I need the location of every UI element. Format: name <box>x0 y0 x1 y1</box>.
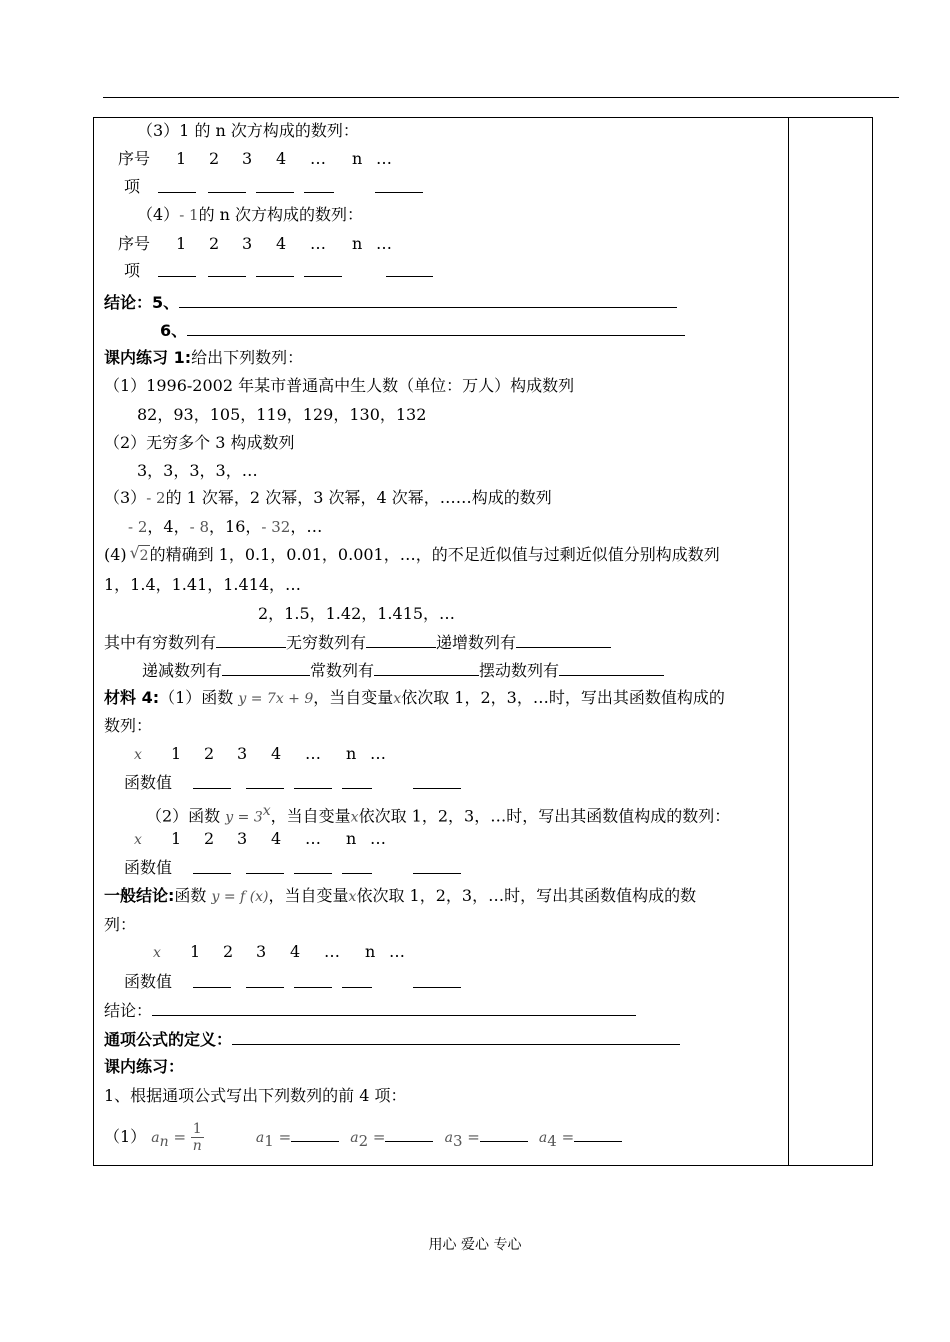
general-suffix: 依次取 1，2，3，…时，写出其函数值构成的数 <box>356 886 697 905</box>
variable-x: x <box>350 809 359 826</box>
general-conclusion-line <box>104 1000 636 1021</box>
blank[interactable] <box>304 261 342 277</box>
seq-term: - 32 <box>261 518 291 536</box>
practice-1-q4-seq2: 2，1.5，1.42，1.415，… <box>258 604 456 623</box>
practice-1-q2-seq: 3，3，3，3，… <box>137 461 258 480</box>
x-value: n <box>365 942 376 961</box>
blank[interactable] <box>208 261 246 277</box>
material-4-fval-row-1 <box>124 773 172 793</box>
practice-2-item-1: （1） $a_n$ = $\frac{1}{n}$ $a_1 = a_2 = a_3 = a_4$ = <box>104 1120 622 1159</box>
general-prefix: 函数 <box>174 886 207 905</box>
q3-minus-two: - 2 <box>146 489 166 507</box>
blank[interactable] <box>193 858 231 874</box>
general-wrap: 列： <box>104 915 137 934</box>
index-value: n <box>352 149 363 168</box>
fval-label: 函数值 <box>124 972 173 991</box>
a1-blank[interactable] <box>291 1126 339 1142</box>
blank[interactable] <box>413 773 461 789</box>
blank[interactable] <box>222 660 310 676</box>
material-4-x-row-1 <box>134 744 386 765</box>
exponential-function: y = 3 <box>225 809 263 826</box>
section-3-title: （3）1 的 n 次方构成的数列： <box>137 121 359 140</box>
x-value: 3 <box>256 942 267 961</box>
seq-term: 4 <box>163 517 174 536</box>
seq-term: - 2 <box>128 518 148 536</box>
blank[interactable] <box>386 261 433 277</box>
material-4-p1 <box>104 688 725 709</box>
blank[interactable] <box>374 660 479 676</box>
x-label: x <box>134 832 142 848</box>
x-value: 2 <box>223 942 234 961</box>
material-4-fval-row-2 <box>124 858 172 878</box>
p1-prefix: （1）函数 <box>159 688 234 707</box>
blank[interactable] <box>366 632 436 648</box>
term-index: 4 <box>547 1132 557 1151</box>
section-3-index-row <box>118 149 392 169</box>
blank[interactable] <box>516 632 611 648</box>
index-value: 2 <box>209 149 220 168</box>
conclusion-blank[interactable] <box>152 1000 636 1016</box>
table-column-divider <box>788 118 789 1165</box>
seq-term: - 8 <box>189 518 209 536</box>
blank[interactable] <box>559 660 664 676</box>
x-value: … <box>370 829 386 848</box>
blank[interactable] <box>246 858 284 874</box>
practice-1-q1: （1）1996-2002 年某市普通高中生人数（单位：万人）构成数列 <box>104 376 575 395</box>
blank[interactable] <box>294 972 332 988</box>
practice-1-q2: （2）无穷多个 3 构成数列 <box>104 433 295 452</box>
frac-numerator: 1 <box>192 1121 202 1137</box>
a-n-subscript: n <box>159 1134 169 1151</box>
blank[interactable] <box>246 972 284 988</box>
practice-2-q1: 1、根据通项公式写出下列数列的前 4 项： <box>104 1086 407 1105</box>
practice-1-label: 课内练习 1: <box>104 348 192 367</box>
index-value: 3 <box>242 149 253 168</box>
page-footer: 用心 爱心 专心 <box>428 1237 522 1253</box>
x-value: 4 <box>271 744 282 763</box>
x-value: 1 <box>171 829 182 848</box>
term-label: 项 <box>124 177 141 196</box>
p2-suffix: 依次取 1，2，3，…时，写出其函数值构成的数列： <box>358 806 731 826</box>
blank[interactable] <box>256 177 294 193</box>
x-value: 2 <box>204 829 215 848</box>
header-rule <box>103 97 899 98</box>
p1-suffix: 依次取 1，2，3，…时，写出其函数值构成的 <box>401 688 725 707</box>
variable-x: x <box>348 889 357 905</box>
q3-prefix: （3） <box>104 488 147 507</box>
material-4-x-row-2 <box>134 829 386 850</box>
index-value: 4 <box>276 149 287 168</box>
section-4-index-row <box>118 234 392 254</box>
blank[interactable] <box>413 972 461 988</box>
q4-text: 的精确到 1，0.1，0.01，0.001，…，的不足近似值与过剩近似值分别构成数列 <box>149 545 720 564</box>
constant-label: 常数列有 <box>310 661 375 680</box>
conclusion-5 <box>104 292 677 313</box>
conclusion-6-label: 6、 <box>160 321 188 340</box>
blank[interactable] <box>413 858 461 874</box>
sqrt-two: √ 2 <box>139 545 150 566</box>
blank[interactable] <box>158 261 196 277</box>
index-value: 1 <box>176 149 187 168</box>
conclusion-6-blank[interactable] <box>187 320 685 336</box>
blank[interactable] <box>375 177 423 193</box>
formula-definition <box>104 1029 680 1050</box>
formula-def-blank[interactable] <box>232 1029 680 1045</box>
q3-text: 的 1 次幂，2 次幂，3 次幂，4 次幂，……构成的数列 <box>165 488 552 507</box>
general-mid: ，当自变量 <box>268 886 349 905</box>
practice-1-q4 <box>104 545 720 566</box>
seq-term: … <box>306 517 323 536</box>
x-value: … <box>389 942 405 961</box>
index-value: 2 <box>209 234 220 253</box>
increasing-label: 递增数列有 <box>436 633 517 652</box>
index-value: n <box>352 234 363 253</box>
blank[interactable] <box>342 858 372 874</box>
blank[interactable] <box>216 632 286 648</box>
exponent: x <box>262 803 271 819</box>
material-4-label: 材料 4: <box>104 688 160 707</box>
term-index: 2 <box>358 1132 369 1151</box>
a3-blank[interactable] <box>480 1126 528 1142</box>
blank[interactable] <box>208 177 246 193</box>
p2-mid: ，当自变量 <box>270 806 351 826</box>
blank[interactable] <box>158 177 196 193</box>
p1-mid: ，当自变量 <box>313 688 394 707</box>
term-label: 项 <box>124 261 141 280</box>
general-conclusion <box>104 886 696 907</box>
item-label: （1） <box>104 1127 147 1146</box>
practice-2-heading: 课内练习： <box>104 1057 185 1076</box>
classification-row-2 <box>142 660 664 681</box>
index-value: … <box>376 149 392 168</box>
blank[interactable] <box>256 261 294 277</box>
q4-prefix: (4) <box>104 545 127 564</box>
blank[interactable] <box>294 773 332 789</box>
x-value: 1 <box>190 942 201 961</box>
conclusion-label: 结论： <box>104 1001 153 1020</box>
one-over-n <box>191 1121 204 1154</box>
index-value: 4 <box>276 234 287 253</box>
variable-x: x <box>393 691 402 707</box>
practice-1-q1-seq: 82，93，105，119，129，130，132 <box>137 405 427 424</box>
x-value: 2 <box>204 744 215 763</box>
general-x-row <box>153 942 405 963</box>
term-index: 1 <box>264 1132 274 1151</box>
x-value: … <box>370 744 386 763</box>
section-4-term-row <box>124 261 140 281</box>
a2-blank[interactable] <box>385 1126 433 1142</box>
section-4-title <box>137 205 363 225</box>
minus-one: - 1 <box>179 206 199 224</box>
practice-1-q3 <box>104 488 552 508</box>
x-label: x <box>134 747 142 763</box>
blank[interactable] <box>193 972 231 988</box>
x-value: … <box>324 942 340 961</box>
fval-label: 函数值 <box>124 858 173 877</box>
blank[interactable] <box>304 177 334 193</box>
x-value: 1 <box>171 744 182 763</box>
section-3-term-row <box>124 177 140 197</box>
formula-def-label: 通项公式的定义： <box>104 1030 233 1049</box>
conclusion-5-blank[interactable] <box>179 292 677 308</box>
oscillating-label: 摆动数列有 <box>479 661 560 680</box>
a4-blank[interactable] <box>574 1126 622 1142</box>
p2-prefix: （2）函数 <box>146 806 221 826</box>
x-label: x <box>153 945 161 961</box>
blank[interactable] <box>342 773 372 789</box>
index-value: … <box>376 234 392 253</box>
title-suffix: 的 n 次方构成的数列： <box>198 205 364 224</box>
classification-row-1 <box>104 632 611 653</box>
blank[interactable] <box>342 972 372 988</box>
general-label: 一般结论: <box>104 886 175 905</box>
practice-1-text: 给出下列数列： <box>191 348 304 367</box>
index-value: 1 <box>176 234 187 253</box>
fval-label: 函数值 <box>124 773 173 792</box>
material-4-p2 <box>146 801 730 827</box>
x-value: … <box>305 829 321 848</box>
blank[interactable] <box>294 858 332 874</box>
index-value: … <box>310 234 326 253</box>
conclusion-5-label: 结论：5、 <box>104 293 180 312</box>
x-value: 3 <box>237 744 248 763</box>
practice-1-q4-seq1: 1，1.4，1.41，1.414，… <box>104 575 302 594</box>
blank[interactable] <box>193 773 231 789</box>
a-n: a <box>151 1130 160 1146</box>
blank[interactable] <box>246 773 284 789</box>
x-value: 3 <box>237 829 248 848</box>
index-value: … <box>310 149 326 168</box>
finite-label: 其中有穷数列有 <box>104 633 217 652</box>
practice-1-heading <box>104 348 303 368</box>
x-value: 4 <box>290 942 301 961</box>
index-label: 序号 <box>118 234 151 253</box>
title-prefix: （4） <box>137 205 180 224</box>
conclusion-6 <box>160 320 685 341</box>
x-value: n <box>346 744 357 763</box>
frac-denominator: n <box>192 1138 202 1154</box>
material-4-p1-wrap: 数列： <box>104 716 153 735</box>
x-value: 4 <box>271 829 282 848</box>
index-value: 3 <box>242 234 253 253</box>
term-index: 3 <box>452 1132 463 1151</box>
practice-1-q3-seq: - 2，4，- 8，16，- 32，… <box>128 517 323 536</box>
index-label: 序号 <box>118 149 151 168</box>
linear-function: y = 7x + 9 <box>238 691 314 707</box>
decreasing-label: 递减数列有 <box>142 661 223 680</box>
x-value: n <box>346 829 357 848</box>
general-fval-row <box>124 972 172 992</box>
seq-term: 16 <box>225 517 246 536</box>
general-function: y = f (x) <box>211 889 269 905</box>
x-value: … <box>305 744 321 763</box>
infinite-label: 无穷数列有 <box>286 633 367 652</box>
